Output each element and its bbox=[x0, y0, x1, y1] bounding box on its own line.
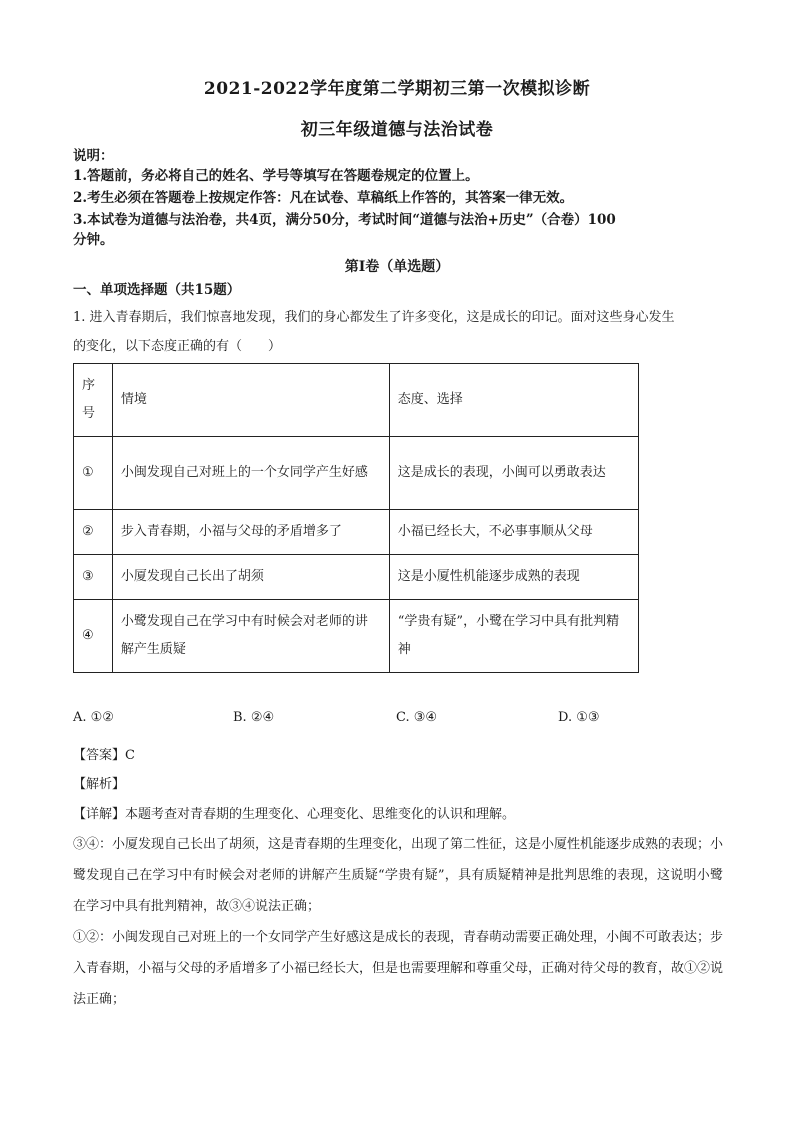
row-scene: 小闽发现自己对班上的一个女同学产生好感 bbox=[112, 437, 389, 510]
table-header-row bbox=[74, 364, 639, 437]
row-number: ① bbox=[74, 437, 113, 510]
row-attitude: “学贵有疑”，小鹭在学习中具有批判精神 bbox=[389, 600, 638, 673]
answer-label: 【答案】C bbox=[73, 748, 135, 763]
question-table bbox=[73, 363, 639, 673]
row-number: ④ bbox=[74, 600, 113, 673]
analysis-paragraph-1: ③④：小厦发现自己长出了胡须，这是青春期的生理变化，出现了第二性征，这是小厦性机能逐步成熟的表现；小鹭发现自己在学习中有时候会对老师的讲解产生质疑“学贵有疑”，具有质疑精神是批判思维的表现，这说明小鹭在学习中具有批判精神，故③④说法正确； bbox=[73, 837, 724, 914]
header-cell-scene: 情境 bbox=[112, 364, 389, 437]
instruction-item-2: 2.考生必须在答题卷上按规定作答：凡在试卷、草稿纸上作答的，其答案一律无效。 bbox=[73, 190, 574, 206]
table-row bbox=[74, 437, 639, 510]
detail-line: 【详解】本题考查对青春期的生理变化、心理变化、思维变化的认识和理解。 bbox=[73, 807, 516, 822]
instructions-heading: 说明： bbox=[73, 148, 114, 164]
row-scene: 小厦发现自己长出了胡须 bbox=[112, 555, 389, 600]
exam-subtitle: 初三年级道德与法治试卷 bbox=[300, 120, 494, 140]
table-row bbox=[74, 555, 639, 600]
row-number: ③ bbox=[74, 555, 113, 600]
analysis-paragraph-2: ①②：小闽发现自己对班上的一个女同学产生好感这是成长的表现，青春萌动需要正确处理，小闽不可敢表达；步入青春期，小福与父母的矛盾增多了小福已经长大，但是也需要理解和尊重父母，正确对待父母的教育，故①②说法正确； bbox=[73, 930, 724, 1007]
option-b: B. ②④ bbox=[233, 710, 275, 725]
header-cell-number: 序号 bbox=[74, 364, 113, 437]
instruction-item-4: 分钟。 bbox=[73, 232, 114, 248]
option-c: C. ③④ bbox=[396, 710, 438, 725]
instruction-item-3: 3.本试卷为道德与法治卷，共4页，满分50分，考试时间“道德与法治+历史”（合卷）100 bbox=[73, 212, 616, 228]
exam-title: 2021-2022学年度第二学期初三第一次模拟诊断 bbox=[203, 79, 591, 99]
analysis-label: 【解析】 bbox=[73, 777, 126, 792]
row-scene: 步入青春期，小福与父母的矛盾增多了 bbox=[112, 510, 389, 555]
option-d: D. ①③ bbox=[558, 710, 600, 725]
table-row bbox=[74, 510, 639, 555]
part-title: 一、单项选择题（共15题） bbox=[73, 282, 241, 298]
volume-title: 第I卷（单选题） bbox=[344, 259, 450, 275]
instruction-item-1: 1.答题前，务必将自己的姓名、学号等填写在答题卷规定的位置上。 bbox=[73, 168, 479, 184]
table-row bbox=[74, 600, 639, 673]
row-attitude: 这是成长的表现，小闽可以勇敢表达 bbox=[389, 437, 638, 510]
row-attitude: 小福已经长大，不必事事顺从父母 bbox=[389, 510, 638, 555]
question-stem-line2: 的变化，以下态度正确的有（ ） bbox=[73, 339, 282, 354]
row-scene: 小鹭发现自己在学习中有时候会对老师的讲解产生质疑 bbox=[112, 600, 389, 673]
header-cell-attitude: 态度、选择 bbox=[389, 364, 638, 437]
option-a: A. ①② bbox=[73, 710, 114, 725]
row-attitude: 这是小厦性机能逐步成熟的表现 bbox=[389, 555, 638, 600]
row-number: ② bbox=[74, 510, 113, 555]
question-stem-line1: 1. 进入青春期后，我们惊喜地发现，我们的身心都发生了许多变化，这是成长的印记。面对这些身心发生 bbox=[73, 310, 675, 325]
